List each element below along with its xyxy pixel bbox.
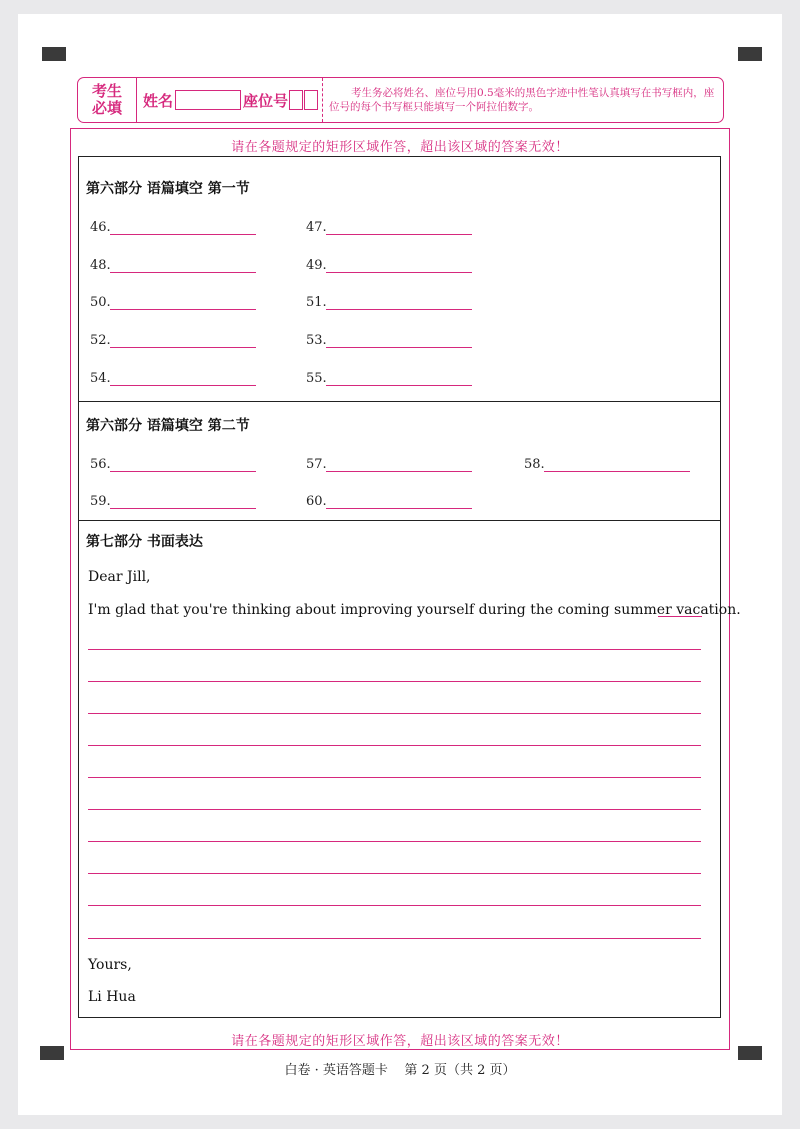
writing-line[interactable] — [88, 873, 701, 874]
answer-blank[interactable]: 58. — [524, 457, 690, 472]
letter-opening: I'm glad that you're thinking about improving yourself during the coming summer vacation. — [88, 602, 741, 618]
writing-line[interactable] — [88, 938, 701, 939]
answer-blank[interactable]: 59. — [90, 494, 256, 509]
answer-blank[interactable]: 54. — [90, 371, 256, 386]
writing-line[interactable] — [88, 905, 701, 906]
writing-line[interactable] — [88, 745, 701, 746]
name-label: 姓名 — [143, 91, 174, 110]
writing-line[interactable] — [658, 616, 702, 617]
letter-greeting: Dear Jill, — [88, 569, 151, 585]
fill-instruction: 考生务必将姓名、座位号用0.5毫米的黑色字迹中性笔认真填写在书写框内，座位号的每个书写框只能填写一个阿拉伯数字。 — [329, 87, 715, 113]
answer-blank[interactable]: 49. — [306, 258, 472, 273]
candidate-fields — [137, 78, 323, 122]
answer-blank[interactable]: 48. — [90, 258, 256, 273]
writing-line[interactable] — [88, 649, 701, 650]
answer-blank[interactable]: 51. — [306, 295, 472, 310]
section-title: 第六部分 语篇填空 第一节 — [86, 181, 250, 197]
writing-line[interactable] — [88, 809, 701, 810]
warning-bottom: 请在各题规定的矩形区域作答，超出该区域的答案无效！ — [231, 1034, 569, 1049]
candidate-info-header — [77, 77, 724, 123]
registration-mark-top-right — [738, 47, 762, 61]
writing-line[interactable] — [88, 713, 701, 714]
letter-closing: Yours, — [88, 957, 132, 973]
seat-digit-box-2[interactable] — [304, 90, 318, 110]
answer-blank[interactable]: 56. — [90, 457, 256, 472]
seat-digit-box-1[interactable] — [289, 90, 303, 110]
writing-line[interactable] — [88, 841, 701, 842]
letter-signature: Li Hua — [88, 989, 136, 1005]
seat-label: 座位号 — [243, 91, 289, 110]
writing-line[interactable] — [88, 681, 701, 682]
answer-blank[interactable]: 60. — [306, 494, 472, 509]
writing-line[interactable] — [88, 777, 701, 778]
answer-blank[interactable]: 53. — [306, 333, 472, 348]
answer-blank[interactable]: 47. — [306, 220, 472, 235]
section-title: 第六部分 语篇填空 第二节 — [86, 418, 250, 434]
page-footer: 白卷 · 英语答题卡 第 2 页（共 2 页） — [284, 1063, 516, 1078]
warning-top: 请在各题规定的矩形区域作答，超出该区域的答案无效！ — [231, 140, 569, 155]
section-divider — [78, 520, 721, 521]
answer-blank[interactable]: 57. — [306, 457, 472, 472]
answer-blank[interactable]: 46. — [90, 220, 256, 235]
registration-mark-top-left — [42, 47, 66, 61]
answer-box — [78, 156, 721, 1018]
answer-blank[interactable]: 50. — [90, 295, 256, 310]
answer-blank[interactable]: 55. — [306, 371, 472, 386]
must-fill-label: 考生 必填 — [78, 78, 137, 122]
name-field[interactable] — [175, 90, 241, 110]
section-title: 第七部分 书面表达 — [86, 534, 203, 550]
section-divider — [78, 401, 721, 402]
answer-blank[interactable]: 52. — [90, 333, 256, 348]
